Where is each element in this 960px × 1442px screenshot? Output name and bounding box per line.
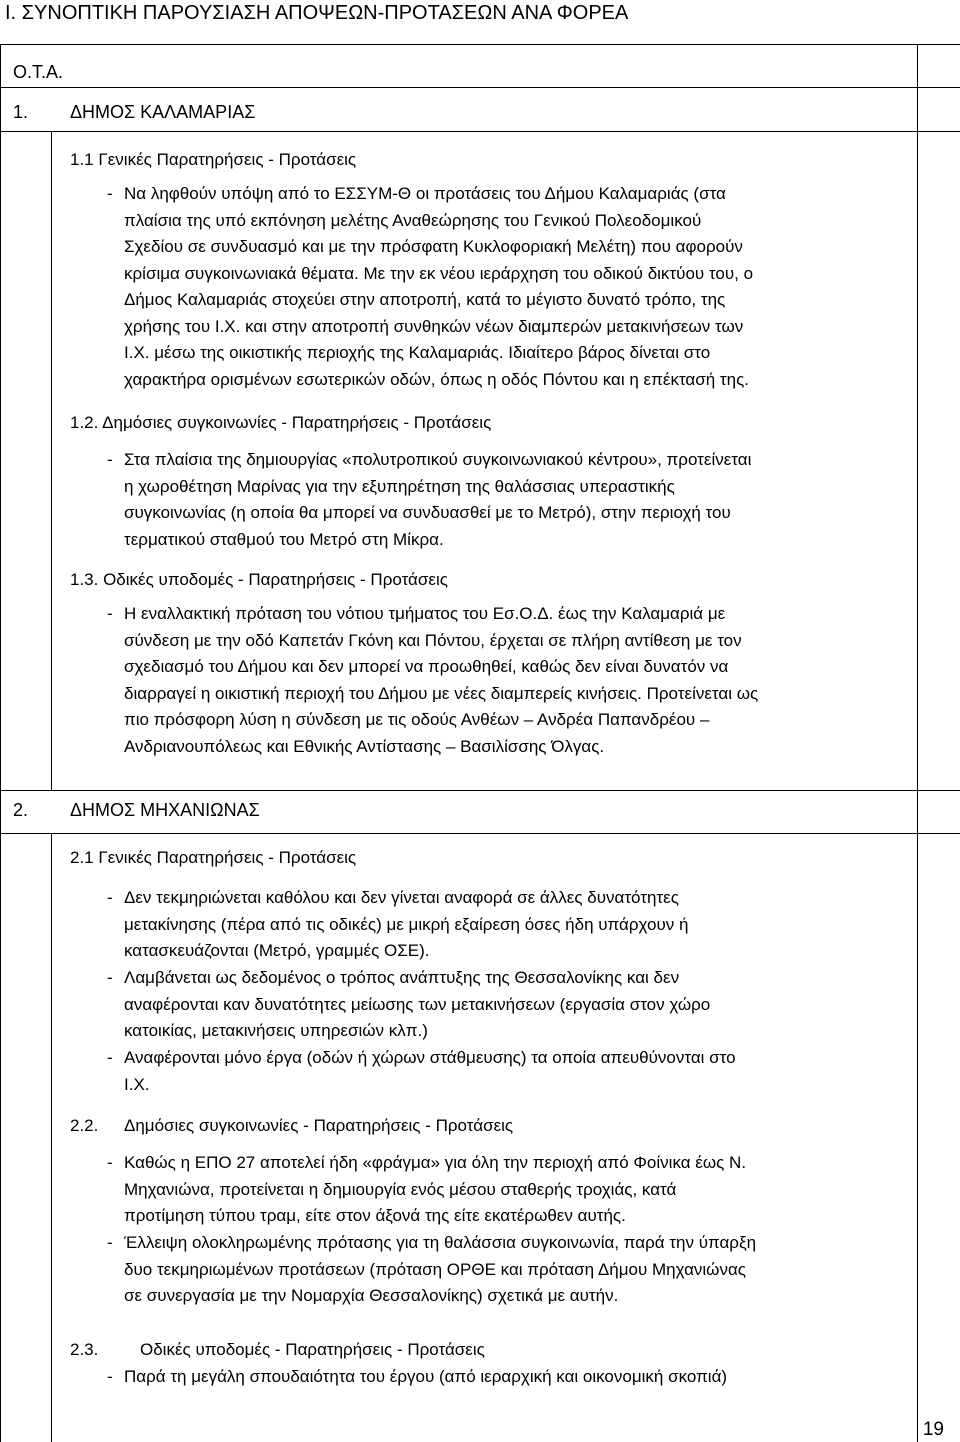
text-line: Δεν τεκμηριώνεται καθόλου και δεν γίνεται αναφορά σε άλλες δυνατότητες: [124, 888, 679, 907]
text-line: πιο πρόσφορη λύση η σύνδεση με τις οδούς Ανθέων – Ανδρέα Παπανδρέου –: [124, 710, 710, 729]
text-line: Στα πλαίσια της δημιουργίας «πολυτροπικού συγκοινωνιακού κέντρου», προτείνεται: [124, 450, 752, 469]
subsection-1-3-text: [124, 601, 758, 760]
bullet-dash: -: [107, 604, 113, 623]
text-line: αναφέρονται καν δυνατότητες μείωσης των μετακινήσεων (εργασία στον χώρο: [124, 994, 711, 1014]
text-line: Παρά τη μεγάλη σπουδαιότητα του έργου (από ιεραρχική και οικονομική σκοπιά): [124, 1367, 728, 1386]
subsection-2-1-bullet-2: [124, 965, 710, 1045]
table-border-s2-sub: [0, 833, 960, 834]
text-line: Ι.Χ.: [124, 1074, 150, 1094]
subsection-2-3-heading: Οδικές υποδομές - Παρατηρήσεις - Προτάσεις: [140, 1340, 485, 1359]
page-number: 19: [922, 1419, 944, 1440]
subsection-1-2-heading: 1.2. Δημόσιες συγκοινωνίες - Παρατηρήσεις - Προτάσεις: [70, 413, 492, 432]
text-line: χαρακτήρα ορισμένων εσωτερικών οδών, όπως η οδός Πόντου και η επέκτασή της.: [124, 369, 749, 389]
text-line: διαρραγεί η οικιστική περιοχή του Δήμου με νέες διαμπερείς κινήσεις. Προτείνεται ως: [124, 683, 759, 703]
bullet-dash: -: [107, 1153, 113, 1172]
subsection-2-3-number: 2.3.: [70, 1340, 99, 1359]
text-line: προτίμηση τύπου τραμ, είτε στον άξονά της είτε εκατέρωθεν αυτής.: [124, 1206, 626, 1225]
subsection-2-1-heading: 2.1 Γενικές Παρατηρήσεις - Προτάσεις: [70, 848, 357, 867]
subsection-1-2-text: [124, 447, 751, 553]
text-line: Να ληφθούν υπόψη από το ΕΣΣΥΜ-Θ οι προτάσεις του Δήμου Καλαμαριάς (στα: [124, 184, 726, 203]
table-border-ota: [0, 87, 960, 88]
text-line: Δήμος Καλαμαριάς στοχεύει στην αποτροπή, κατά το μέγιστο δυνατό τρόπο, της: [124, 290, 726, 309]
text-line: Έλλειψη ολοκληρωμένης πρότασης για τη θαλάσσια συγκοινωνία, παρά την ύπαρξη: [124, 1233, 757, 1252]
bullet-dash: -: [107, 1367, 113, 1386]
text-line: Μηχανιώνα, προτείνεται η δημιουργία ενός μέσου σταθερής τροχιάς, κατά: [124, 1179, 677, 1199]
text-line: Καθώς η ΕΠΟ 27 αποτελεί ήδη «φράγμα» για όλη την περιοχή από Φοίνικα έως Ν.: [124, 1153, 747, 1172]
text-line: χρήσης του Ι.Χ. και στην αποτροπή συνθηκών νέων διαμπερών μετακινήσεων των: [124, 316, 744, 336]
subsection-2-2-number: 2.2.: [70, 1116, 99, 1135]
table-border-top: [0, 44, 960, 45]
text-line: συγκοινωνίας (η οποία θα μπορεί να συνδυασθεί με το Μετρό), στην περιοχή του: [124, 503, 731, 522]
text-line: Αναφέρονται μόνο έργα (οδών ή χώρων στάθμευσης) τα οποία απευθύνονται στο: [124, 1048, 736, 1067]
subsection-2-1-bullet-3: [124, 1045, 736, 1098]
text-line: δυο τεκμηριωμένων προτάσεων (πρόταση ΟΡΘΕ και πρόταση Δήμου Μηχανιώνας: [124, 1259, 746, 1279]
text-line: μετακίνησης (πέρα από τις οδικές) με μικρή εξαίρεση όσες ήδη υπάρχουν ή: [124, 914, 689, 934]
section-2-name: ΔΗΜΟΣ ΜΗΧΑΝΙΩΝΑΣ: [70, 800, 260, 820]
subsection-2-3-bullet-1: [124, 1364, 727, 1391]
text-line: τερματικού σταθμού του Μετρό στη Μίκρα.: [124, 529, 444, 549]
text-line: η χωροθέτηση Μαρίνας για την εξυπηρέτηση της θαλάσσιας υπεραστικής: [124, 476, 675, 496]
text-line: Ανδριανουπόλεως και Εθνικής Αντίστασης – Βασιλίσσης Όλγας.: [124, 736, 605, 756]
text-line: Σχεδίου σε συνδυασμό και με την πρόσφατη Κυκλοφοριακή Μελέτη) που αφορούν: [124, 237, 743, 256]
subsection-1-1-text: [124, 181, 753, 393]
text-line: σχεδιασμό του Δήμου και δεν μπορεί να προωθηθεί, καθώς δεν είναι δυνατόν να: [124, 657, 729, 676]
text-line: πλαίσια της υπό εκπόνηση μελέτης Αναθεώρησης του Γενικού Πολεοδομικού: [124, 210, 702, 230]
text-line: κατοικίας, μετακινήσεις υπηρεσιών κλπ.): [124, 1021, 428, 1040]
text-line: Η εναλλακτική πρόταση του νότιου τμήματος του Εσ.Ο.Δ. έως την Καλαμαριά με: [124, 604, 726, 623]
table-border-left: [0, 44, 1, 1442]
bullet-dash: -: [107, 968, 113, 987]
subsection-1-3-heading: 1.3. Οδικές υποδομές - Παρατηρήσεις - Προτάσεις: [70, 570, 448, 589]
table-border-s1: [0, 131, 960, 132]
subsection-2-1-bullet-1: [124, 885, 688, 965]
text-line: κρίσιμα συγκοινωνιακά θέματα. Με την εκ νέου ιεράρχηση του οδικού δικτύου του, ο: [124, 263, 754, 283]
subsection-2-2-bullet-2: [124, 1230, 756, 1310]
text-line: σύνδεση με την οδό Καπετάν Γκόνη και Πόντου, έρχεται σε πλήρη αντίθεση με τον: [124, 630, 742, 650]
bullet-dash: -: [107, 1233, 113, 1252]
table-inner-left-1: [51, 131, 52, 790]
bullet-dash: -: [107, 1048, 113, 1067]
text-line: κατασκευάζονται (Μετρό, γραμμές ΟΣΕ).: [124, 941, 430, 960]
ota-label: Ο.Τ.Α.: [13, 62, 64, 82]
table-inner-left-2: [51, 833, 52, 1442]
bullet-dash: -: [107, 184, 113, 203]
bullet-dash: -: [107, 450, 113, 469]
subsection-2-2-bullet-1: [124, 1150, 746, 1230]
section-2-number: 2.: [13, 800, 29, 820]
text-line: σε συνεργασία με την Νομαρχία Θεσσαλονίκης) σχετικά με αυτήν.: [124, 1286, 619, 1305]
page-title: I. ΣΥΝΟΠΤΙΚΗ ΠΑΡΟΥΣΙΑΣΗ ΑΠΟΨΕΩΝ-ΠΡΟΤΑΣΕΩΝ ΑΝΑ ΦΟΡΕΑ: [5, 2, 629, 24]
subsection-1-1-heading: 1.1 Γενικές Παρατηρήσεις - Προτάσεις: [70, 150, 357, 169]
text-line: Λαμβάνεται ως δεδομένος ο τρόπος ανάπτυξης της Θεσσαλονίκης και δεν: [124, 968, 680, 987]
table-col-right: [917, 44, 918, 1442]
section-1-name: ΔΗΜΟΣ ΚΑΛΑΜΑΡΙΑΣ: [70, 102, 256, 122]
section-1-number: 1.: [13, 102, 29, 122]
subsection-2-2-heading: Δημόσιες συγκοινωνίες - Παρατηρήσεις - Προτάσεις: [124, 1116, 514, 1135]
bullet-dash: -: [107, 888, 113, 907]
text-line: Ι.Χ. μέσω της οικιστικής περιοχής της Καλαμαριάς. Ιδιαίτερο βάρος δίνεται στο: [124, 343, 711, 362]
table-border-s2-top: [0, 790, 960, 791]
